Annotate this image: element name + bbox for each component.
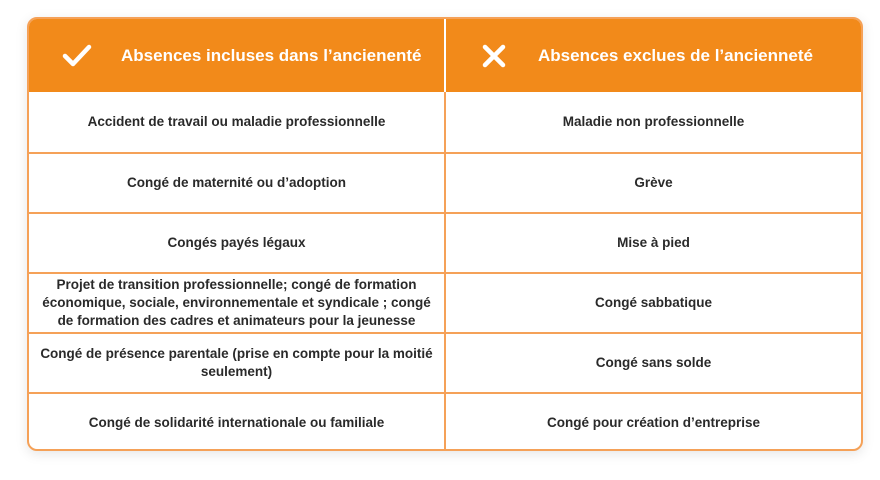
header-included-title: Absences incluses dans l’ancienenté bbox=[121, 45, 422, 65]
excluded-cell: Grève bbox=[634, 175, 673, 190]
excluded-cell: Congé sans solde bbox=[595, 355, 712, 370]
included-cell: Congé de maternité ou d’adoption bbox=[29, 154, 446, 212]
excluded-cell: Congé sabbatique bbox=[594, 295, 712, 310]
table-row bbox=[29, 392, 861, 451]
table-header bbox=[29, 19, 861, 92]
table-row bbox=[29, 152, 861, 212]
header-included bbox=[29, 19, 446, 92]
header-excluded bbox=[446, 19, 861, 92]
table-row bbox=[29, 92, 861, 152]
included-cell: Congé de solidarité internationale ou familiale bbox=[29, 394, 446, 451]
excluded-cell: Mise à pied bbox=[617, 235, 690, 250]
check-icon bbox=[53, 32, 101, 80]
excluded-cell: Maladie non professionnelle bbox=[562, 114, 745, 129]
absences-table bbox=[27, 17, 863, 451]
cross-icon bbox=[470, 32, 518, 80]
included-cell: Accident de travail ou maladie professionnelle bbox=[29, 92, 446, 152]
included-cell: Congé de présence parentale (prise en compte pour la moitié seulement) bbox=[29, 334, 446, 392]
table-body bbox=[29, 92, 861, 451]
table-row bbox=[29, 272, 861, 332]
table-row bbox=[29, 212, 861, 272]
excluded-cell: Congé pour création d’entreprise bbox=[546, 415, 761, 430]
included-cell: Congés payés légaux bbox=[29, 214, 446, 272]
header-excluded-title: Absences exclues de l’ancienneté bbox=[538, 45, 813, 65]
included-cell: Projet de transition professionnelle; congé de formation économique, sociale, environnementale et syndicale ; congé de formation des cadres et animateurs pour la jeunesse bbox=[29, 274, 446, 332]
table-row bbox=[29, 332, 861, 392]
